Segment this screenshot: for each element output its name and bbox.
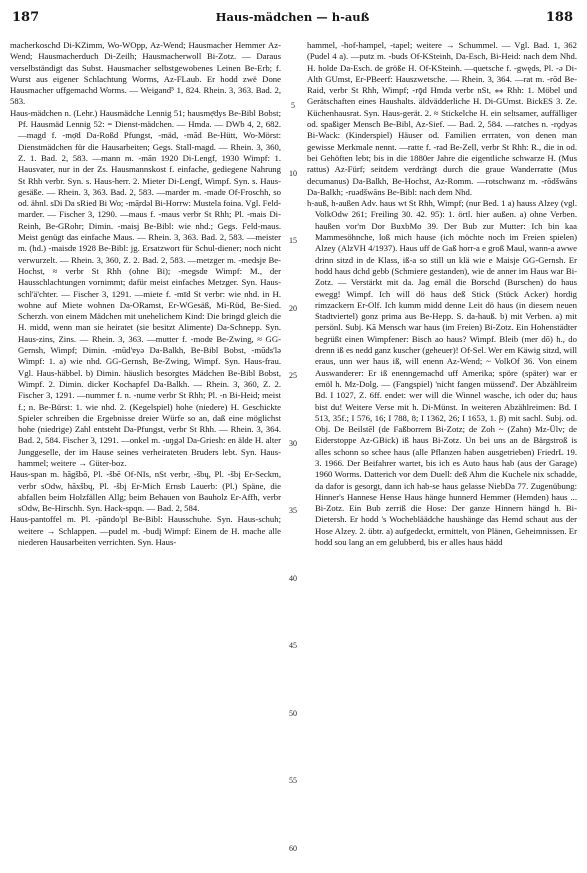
dictionary-entry-h-auss: h-auß, h-außen Adv. haus wt St Rhh, Wimpf; (nur Bed. 1 a) hauss Alzey (vgl. VolkOdw 261; Freiling 30. 42. 95): 1. örtl. hier außen. a) ohne Verben. haußen vor'm Dor BuxbMo 39. Der Bub zur Mutter: Ich bin kaa Mammesöhnche, loß mich hause (ich möchte noch im Freien spielen) Alzey (AlzVH 4/1937). Haus uff de Gaß horr-a e groß Maul, wann-a awwe drinn sitzd in de Klass, iß-a so still un klä wie e Maisje GG-Gernsh. Er hodd haus dchd gebb (Schmiere gestanden), wie de anner im Haus war Bi-Zotz. — Verstärkt mit da. Jag emäl die Borschd (Burschen) do haus ewegg! Wimpf. Ich will dö haus deß Stick (Stück Acker) hordig rimzackern Er-Olf. Ich kumm midd denne Leit dö haus (in diesem neuen Stadtviertel) gonz prima aus Be-Hepp. S. da-hauß. b) mit Verben. a) mit persönl. Subj. Kā Mensch war haus (im Freien) Bi-Zotz. Ein Hohenstädter begrüßt einen Wimpfener: Bisch ao haus? Wimpf. Bleib (mer dō) h., do drenn iß es nedd ganz kuscher (geheuer)! Of-Sel. Wer em Käwig sitzd, will eraus, unn wer haus iß, will enenn Az-Wend; ~ VolkOf 36. Von einem Auswanderer: Er iß enenngemachd uff Amerika; spöre (später) war er emöl h. Mz-Dolg. — (Fangspiel) 'nicht fangen müssend'. Der Abzählreim Bd. I 1027, Z. 6ff. endet: wer will die Winnel wasche, ich oder du; haus bist du! Weitere Verse mit h. Di-Münst. In weiteren Abzählreimen: Bd. I 513, 35f.; I 576, 16; I 788, 8; I 1362, 26; I 1653, 1. β) mit sachl. Subj. od. Obj. De Beilstēl (de Faßborrem Bi-Zotz; de Zoh ~ (Zahn) Mz-Ülv; de Eiderstoppe Az-GBick) iß haus Bi-Zotz. Un bei uns an de Bärgstroß is alles schonn so schee haus (alle Pflanzen haben ausgetrieben) FriedrL 19. 3. 1966. Der Beifahrer wartet, bis ich es Auto haus hab (aus der Garage) 1960 Worms. Datterich vor dem Duell: deß Ahm die Kuchele nix schadde, da dafor is gesorgt, dann ich hab-se haus gelasse NiebDa 77. Zugenübung: Hinner's Hannese Hense Haus hänge hunnerd Hemmer (Hemden) haus ... Bi-Zotz. Ein Bub zerriß die Hose: Der ganze Hinnern hängd h. Bi-Dietersh. Er hodd 's Wochebläädche haushänge das Hemd schaut aus der Hose Alzey. 2. übtr. a) aufgedeckt, ermittelt, von Plänen, Geheimnissen. Er hodd sou lang an em gelubberd, bis er alles haus hädd — [307, 198, 577, 548]
line-number: 10 — [289, 169, 297, 178]
dictionary-entry-haus-maedchen: Haus-mädchen n. (Lehr.) Hausmädche Lennig 51; hausmẹ̄dys Be-Bibl Bobst; Pf. Hausmäd Lennig 52: = Dienst-mädchen. — Hmda. — DWb 4, 2, 682. —magd f. -mọ̄d Da-Roßd Pfungst, -mäd, -mād Be-Hütt, Wo-Mörst: Dienstmädchen für die Hausarbeiten; Gegs. Stall-magd. — Rhein. 3, 360, Z. 1. Bad. 2, 583. —mann m. -mān 1920 Di-Lengf, 1930 Wimpf: 1. Hausvater, nur in der Zs. Hausmannskost f. einfache, gediegene Nahrung St Rhh verbr. Syn. s. Haus-herr. 2. Mieter Di-Lengf, Wimpf. Syn. s. Haus-gesäße. — Rhein. 3, 363. Bad. 2, 583. —marder m. -madɐ Of-Froschh, so od. ähnl. sDi Da sRied Bi Wo; -mā̜rdəl Bi-Horrw: Mustela foina. Vgl. Feld-marder. — Fischer 3, 1290. —maus f. -maus verbr St Rhh; Pl. -mais Di-Reinh, Be-GRohr; Dimin. -maisj Be-Bibl: wie nhd.; Gegs. Feld-maus. Meist genügt das einfache Maus. — Rhein. 3, 363. Bad. 2, 583. —meister m. (hd.) -maisdɐ 1928 Be-Bibl: jg. Ersatzwort für Schul-diener; noch nicht verwurzelt. — Rhein. 3, 360, Z. 2. Bad. 2, 583. —metzger m. -medsjɐ Be-Hochst, ≈ verbr St Rhh (ohne Bi); -megsdɐ Wimpf: M., der Hausschlachtungen vornimmt; dafür meist einfaches Metzger. Syn. Haus-schl'ä'chter. — Fischer 3, 1291. —miete f. -mīd St verbr: wie nhd. in H. wohne auf Miete wohnen Da-ORamst, Er-WGesäß, Mi-Rüd, Be-Sied. Scherzh. von einem Mädchen mit unehelichem Kind: Die bringd gleich die H. midd, wenn man sie heiratet (sie besitzt Alimente) Da-Schnepp. Syn. Haus-zins, Zins. — Rhein. 3, 363. —mutter f. -modɐ Be-Zwing, ≈ GG-Gernsh, Wimpf; Dimin. -mūd'ɐyə Da-Balkh, Be-Bibl Bobst, -mūds'lə Wimpf: 1. a) wie nhd. GG-Gernsh, Be-Zwing, Wimpf. Syn. Haus-frau. Vgl. Haus-häbbel. b) Dimin. häuslich besorgtes Mädchen Be-Bibl Bobst, Wimpf. 2. Dimin. dicker Kochapfel Da-Balkh. — Rhein. 3, 360, Z. 2. Fischer 3, 1291. —nummer f. n. -numɐ verbr St Rhh; Pl. -n Bi-Heid; meist f.; n. Be-Bürst: 1. wie nhd. 2. (Kegelspiel) hohe (niedere) H. Geschickte Spieler schreiben die Ergebnisse dreier Würfe so an, daß eine möglichst hohe (niedrige) Zahl entsteht Da-Pfungst, verbr St Rhh. — Rhein. 3, 364. Bad. 2, 584. Fischer 3, 1291. —onkel m. -uŋgəl Da-Griesh: en älde H. alter Junggeselle, der im Hause seines verheirateten Bruders lebt. Syn. Haus-hammel; weitere → Güter-boz. — [10, 107, 281, 468]
line-number: 35 — [289, 506, 297, 515]
line-number: 20 — [289, 304, 297, 313]
line-number: 60 — [289, 844, 297, 853]
line-number: 50 — [289, 709, 297, 718]
page-number-right: 188 — [545, 10, 573, 25]
line-number: 40 — [289, 574, 297, 583]
line-number: 15 — [289, 236, 297, 245]
page-number-left: 187 — [12, 10, 40, 25]
line-number: 55 — [289, 776, 297, 785]
column-text-continuation: macherkoschd Di-KZimm, Wo-WOpp, Az-Wend; Hausmacher Hemmer Az-Wend; Hausmacherduch Di-Zeilh; Hausmacherwoll Bi-Zotz. — Daraus verselbständigt das Subst. Hausmacher selbstgewobenes Leinen Be-Erb; f. Wurst aus eigener Schlachtung Worms, Az-FLaub. Er hodd zwë Done Hausmacher uffgemachd Worms. — Weigand⁵ 1, 824. Rhein. 3, 363. Bad. 2, 583. — [10, 40, 281, 107]
line-number: 30 — [289, 439, 297, 448]
page-header — [12, 10, 573, 34]
dictionary-entry-haus-span: Haus-span m. hāgšbō, Pl. -šbē Of-NIs, nSt verbr, -šbų, Pl. -šbį Er-Seckm, verbr sOdw, hāxšbų, Pl. -šbį Er-Mich Ernsb Lauerb: (Pl.) Späne, die abfallen beim Holzfällen Allg; beim Behauen von Bauholz Er-Affh, verbr sOdw, Be-Hirschh. Syn. Hack-spqn. — Bad. 2, 584. — [10, 469, 281, 514]
line-number-gutter — [284, 40, 302, 865]
line-number: 45 — [289, 641, 297, 650]
line-number: 25 — [289, 371, 297, 380]
column-text-continuation: hammel, -hof-hampel, -tapel; weitere → Schummel. — Vgl. Bad. 1, 362 (Pudel 4 a). —putz m. -buds Of-KSteinh, Da-Esch, Bi-Heid: nach dem Nhd. H. holde Da-Esch. de größe H. Of-KSteinh. —quetsche f. -gwęds, Pl. -ə Di-Alth GUmst, Er-PBeerf: Hauszwetsche. — Rhein. 3, 364. —rat m. -rōd Be-Raid, verbr St Rhh, Wimpf; -rǭd Hmda verbr nSt, ⁎⁎ Rhh: 1. Möbel und Gerätschaften eines Haushalts. äldvädderliche H. Di-GUmst. BickES 3. Ze. Küchenhausrat. Syn. Haus-gerät. 2. ≈ Stickelche H. ein seltsamer, auffälliger od. spaßiger Mensch Be-Bibl, Az-Sief. — Bad. 2, 584. —ratches n. -rǫdyəs Bi-Wack: (Kinderspiel) Häuser od. Familien errraten, von denen man gewisse Merkmale nennt. —ratte f. -rad Be-Zell, verbr St Rhh: R., die in od. bei Gehöften lebt; bis in die 1880er Jahre die eigentliche schwarze H. (Mus rattus) Az-Fürf; seitdem verdrängt durch die graue Wanderratte (Mus decumanus) Da-Balkh, Be-Hochst, Az-Romm. —rotschwanz m. -rōdšwāns Da-Balkh; -ruədšwāns Be-Bibl: nach dem Nhd. — [307, 40, 577, 197]
running-head: Haus-mädchen — h-auß — [215, 10, 370, 24]
right-column — [307, 40, 577, 865]
line-number: 5 — [291, 101, 295, 110]
left-column — [10, 40, 281, 865]
dictionary-entry-haus-pantoffel: Haus-pantoffel m. Pl. -pāndo'pl Be-Bibl: Hausschuhe. Syn. Haus-schuh; weitere → Schlappen. —pudel m. -budį Wimpf: Einem de H. mache alle niederen Hausarbeiten verrichten. Syn. Haus- — [10, 514, 281, 548]
